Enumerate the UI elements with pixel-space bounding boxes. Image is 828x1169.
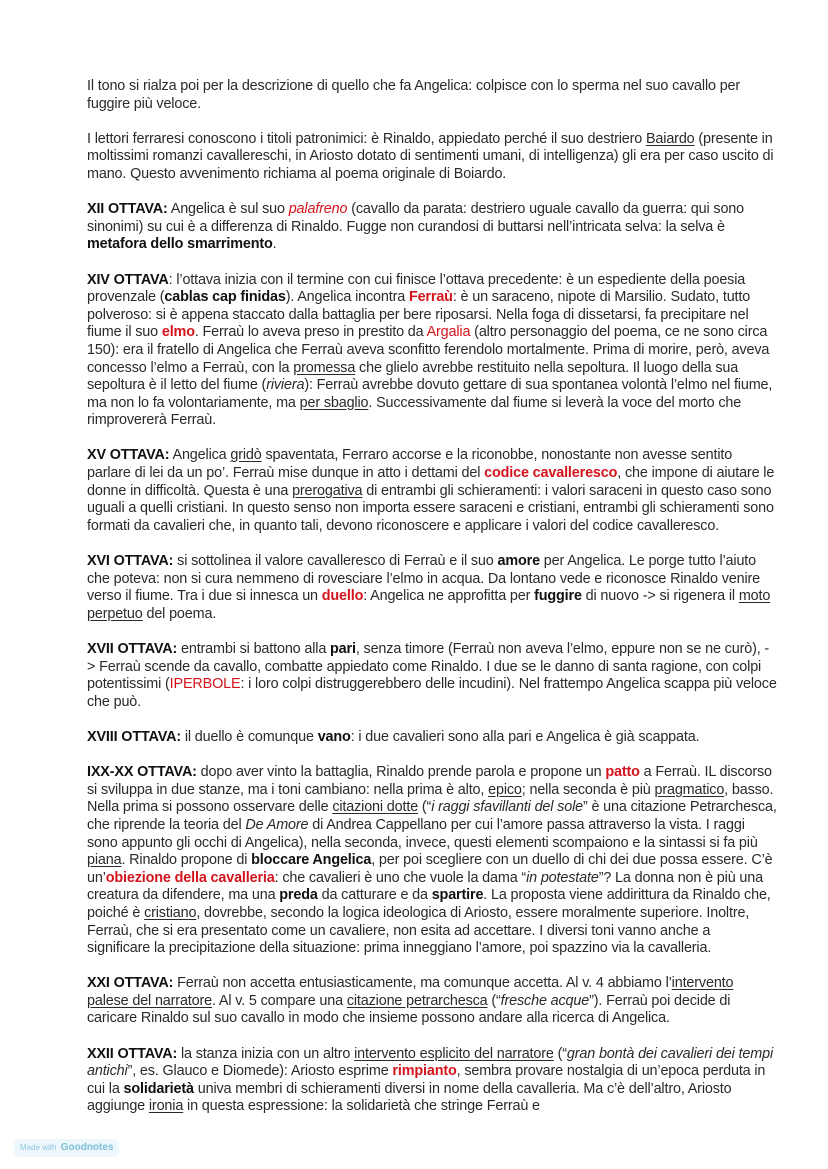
- emphasized-text: XV OTTAVA:: [87, 447, 170, 464]
- text-run: ”). Ferraù poi decide di caricare Rinaldo sul suo cavallo in modo che insieme possono andare alla ricerca di Angelica.: [87, 992, 731, 1027]
- paragraph: [87, 641, 777, 711]
- emphasized-text: solidarietà: [123, 1080, 194, 1097]
- text-run: il duello è comunque: [180, 728, 318, 745]
- text-run: (“: [553, 1045, 567, 1062]
- text-run: : i due cavalieri sono alla pari e Angelica è già scappata.: [350, 728, 700, 745]
- badge-brand: Goodnotes: [60, 1142, 114, 1153]
- paragraph: [87, 131, 777, 184]
- emphasized-text: IPERBOLE: [169, 676, 241, 693]
- text-run: ”, es. Glauco e Diomede): Ariosto esprime: [127, 1063, 393, 1080]
- emphasized-text: i raggi sfavillanti del sole: [431, 799, 583, 816]
- emphasized-text: XXI OTTAVA:: [87, 975, 174, 992]
- document-body: [87, 78, 777, 1134]
- text-run: : è un saraceno, nipote di Marsilio. Sudato, tutto polveroso: si è appena staccato dalla battaglia per bere riposarsi. Nella foga di dissetarsi, fa precipitare nel fiume il suo: [87, 289, 751, 341]
- emphasized-text: gridò: [230, 447, 262, 464]
- text-run: che glielo avrebbe restituito nella sepoltura. Il luogo della sua sepoltura è il letto del fiume (: [87, 359, 739, 394]
- emphasized-text: intervento esplicito del narratore: [354, 1045, 554, 1062]
- text-run: spaventata, Ferraro accorse e la riconobbe, nonostante non avesse sentito parlare di lei da un po’. Ferraù mise dunque in atto i dettami del: [87, 447, 733, 482]
- emphasized-text: elmo: [161, 324, 195, 341]
- emphasized-text: prerogativa: [292, 482, 363, 499]
- emphasized-text: citazione petrarchesca: [346, 992, 488, 1009]
- text-run: ). Angelica incontra: [285, 289, 409, 306]
- emphasized-text: per sbaglio: [299, 394, 369, 411]
- text-run: del poema.: [142, 605, 217, 622]
- text-run: la stanza inizia con un altro: [177, 1045, 355, 1062]
- text-run: , senza timore (Ferraù non aveva l’elmo, eppure non se ne curò), -> Ferraù scende da cavallo, combatte appiedato come Rinaldo. I due se le danno di santa ragione, con colpi potentissimi (: [87, 641, 770, 693]
- emphasized-text: fresche acque: [500, 992, 590, 1009]
- emphasized-text: Ferraù: [408, 289, 453, 306]
- text-run: I lettori ferraresi conoscono i titoli patronimici: è Rinaldo, appiedato perché il suo destriero: [87, 130, 646, 147]
- emphasized-text: palafreno: [288, 201, 348, 218]
- emphasized-text: spartire: [431, 887, 484, 904]
- text-run: dopo aver vinto la battaglia, Rinaldo prende parola e propone un: [196, 764, 606, 781]
- text-run: da catturare e da: [317, 887, 432, 904]
- paragraph: [87, 1046, 777, 1116]
- text-run: Il tono si rialza poi per la descrizione di quello che fa Angelica: colpisce con lo sperma nel suo cavallo per fuggire più veloce.: [87, 78, 741, 112]
- emphasized-text: gran bontà dei cavalieri dei tempi antichi: [87, 1045, 773, 1080]
- emphasized-text: De Amore: [245, 816, 309, 833]
- emphasized-text: XII OTTAVA:: [87, 201, 168, 218]
- emphasized-text: codice cavalleresco: [484, 465, 618, 482]
- emphasized-text: piana: [87, 852, 122, 869]
- emphasized-text: intervento palese del narratore: [87, 975, 734, 1009]
- emphasized-text: preda: [279, 887, 318, 904]
- text-run: di entrambi gli schieramenti: i valori saraceni in questo caso sono uguali a quelli cristiani. In questo senso non importa essere saraceni e cristiani, entrambi gli schieramenti sono formati da cavalieri che, in quanto tali, devono riconoscere e applicare i valori del codice cavalleresco.: [87, 482, 774, 534]
- text-run: , sembra provare nostalgia di un’epoca perduta in cui la: [87, 1063, 766, 1097]
- emphasized-text: rimpianto: [392, 1063, 457, 1080]
- text-run: (altro personaggio del poema, ce ne sono circa 150): era il fratello di Angelica che Ferraù aveva sconfitto ferendolo mortalmente. Prima di morire, però, aveva concesso l’elmo a Ferraù, con la: [87, 324, 770, 376]
- emphasized-text: amore: [497, 553, 540, 570]
- text-run: ): Ferraù avrebbe dovuto gettare di sua spontanea volontà l’elmo nel fiume, ma non lo fa volontariamente, ma: [87, 377, 773, 411]
- emphasized-text: XVI OTTAVA:: [87, 553, 174, 570]
- emphasized-text: riviera: [266, 377, 305, 394]
- text-run: univa membri di schieramenti diversi in nome della cavalleria. Ma c’è dell’altro, Ariosto aggiunge: [87, 1080, 732, 1115]
- text-run: si sottolinea il valore cavalleresco di Ferraù e il suo: [173, 553, 498, 570]
- text-run: entrambi si battono alla: [177, 641, 331, 657]
- text-run: , dovrebbe, secondo la logica ideologica di Ariosto, essere moralmente superiore. Inoltre, Ferraù, che si era presentato come un cavaliere, non esita ad accettare. I diversi toni vanno anche a significare la precipitazione della situazione: prima inneggiano l’amore, poi spazzino via la cavalleria.: [87, 904, 750, 957]
- text-run: (“: [418, 799, 432, 816]
- paragraph: [87, 553, 777, 623]
- emphasized-text: obiezione della cavalleria: [105, 869, 275, 886]
- text-run: : l’ottava inizia con il termine con cui finisce l’ottava precedente: è un espediente della poesia provenzale (: [87, 271, 746, 306]
- text-run: .: [272, 236, 277, 253]
- emphasized-text: cristiano: [144, 904, 197, 921]
- emphasized-text: in potestate: [526, 869, 599, 886]
- paragraph: [87, 975, 777, 1028]
- paragraph: [87, 272, 777, 430]
- emphasized-text: Argalia: [426, 324, 471, 341]
- text-run: a Ferraù. IL discorso si sviluppa in due stanze, ma i toni cambiano: nella prima è alto,: [87, 764, 772, 798]
- text-run: : Angelica ne approfitta per: [363, 588, 535, 605]
- emphasized-text: vano: [317, 728, 351, 745]
- text-run: . Al v. 5 compare una: [212, 992, 347, 1009]
- text-run: per Angelica. Le porge tutto l’aiuto che poteva: non si cura nemmeno di rovesciare l’elmo in acqua. Da lontano vede e riconosce Rinaldo venire verso il fiume. Tra i due si innesca un: [87, 553, 760, 605]
- text-run: Angelica è sul suo: [167, 201, 289, 218]
- text-run: ” è una citazione Petrarchesca, che riprende la teoria del: [87, 799, 777, 833]
- emphasized-text: XIV OTTAVA: [87, 271, 169, 288]
- text-run: (cavallo da parata: destriero uguale cavallo da guerra: qui sono sinonimi) su cui è a differenza di Rinaldo. Fugge non curandosi di buttarsi nell’intricata selva: la selva è: [87, 201, 744, 235]
- goodnotes-badge[interactable]: [14, 1139, 119, 1157]
- text-run: , basso. Nella prima si possono osservare delle: [87, 781, 774, 816]
- text-run: Angelica: [169, 447, 231, 464]
- text-run: (“: [487, 992, 501, 1009]
- emphasized-text: ironia: [148, 1098, 184, 1115]
- paragraph: [87, 729, 777, 747]
- text-run: di nuovo -> si rigenera il: [581, 588, 739, 605]
- emphasized-text: IXX-XX OTTAVA:: [87, 764, 197, 781]
- emphasized-text: fuggire: [534, 588, 582, 605]
- text-run: ”? La donna non è più una creatura da difendere, ma una: [87, 869, 763, 904]
- text-run: : i loro colpi distruggerebbero delle incudini). Nel frattempo Angelica scappa più veloce che può.: [87, 676, 777, 710]
- text-run: ; nella seconda è più: [521, 781, 655, 798]
- emphasized-text: citazioni dotte: [332, 799, 419, 816]
- text-run: . La proposta viene addirittura da Rinaldo che, poiché è: [87, 887, 771, 921]
- emphasized-text: XVII OTTAVA:: [87, 641, 178, 657]
- emphasized-text: pragmatico: [654, 781, 725, 798]
- emphasized-text: moto perpetuo: [87, 588, 771, 622]
- text-run: , che impone di aiutare le donne in difficoltà. Questa è una: [87, 465, 775, 499]
- badge-prefix: Made with: [20, 1143, 57, 1152]
- text-run: , per poi scegliere con un duello di chi dei due possa essere. C’è un’: [87, 852, 773, 886]
- text-run: (presente in moltissimi romanzi cavallereschi, in Ariosto dotato di sentimenti umani, di intelligenza) gli era per caso uscito di mano. Questo avvenimento richiama al poema originale di Boiardo.: [87, 130, 774, 182]
- paragraph: [87, 201, 777, 254]
- text-run: . Successivamente dal fiume si leverà la voce del morto che rimprovererà Ferraù.: [87, 394, 742, 429]
- emphasized-text: bloccare Angelica: [251, 852, 372, 869]
- emphasized-text: XXII OTTAVA:: [87, 1045, 178, 1062]
- text-run: : che cavalieri è uno che vuole la dama “: [274, 869, 527, 886]
- emphasized-text: epico: [488, 781, 522, 798]
- text-run: di Andrea Cappellano per cui l’amore passa attraverso la vista. I raggi sono appunto gli occhi di Angelica), nella seconda, invece, questi elementi scompaiono e la sintassi si fa più: [87, 816, 758, 851]
- emphasized-text: promessa: [293, 359, 356, 376]
- text-run: in questa espressione: la solidarietà che stringe Ferraù e: [183, 1098, 540, 1115]
- emphasized-text: duello: [321, 588, 364, 605]
- emphasized-text: pari: [330, 641, 356, 657]
- text-run: . Ferraù lo aveva preso in prestito da: [194, 324, 427, 341]
- emphasized-text: XVIII OTTAVA:: [87, 728, 181, 745]
- paragraph: [87, 78, 777, 113]
- emphasized-text: Baiardo: [645, 130, 695, 147]
- emphasized-text: metafora dello smarrimento: [87, 236, 273, 253]
- text-run: Ferraù non accetta entusiasticamente, ma comunque accetta. Al v. 4 abbiamo l’: [173, 975, 672, 992]
- paragraph: [87, 764, 777, 958]
- emphasized-text: cablas cap finidas: [164, 289, 286, 306]
- emphasized-text: patto: [605, 764, 640, 781]
- text-run: . Rinaldo propone di: [121, 852, 252, 869]
- paragraph: [87, 447, 777, 535]
